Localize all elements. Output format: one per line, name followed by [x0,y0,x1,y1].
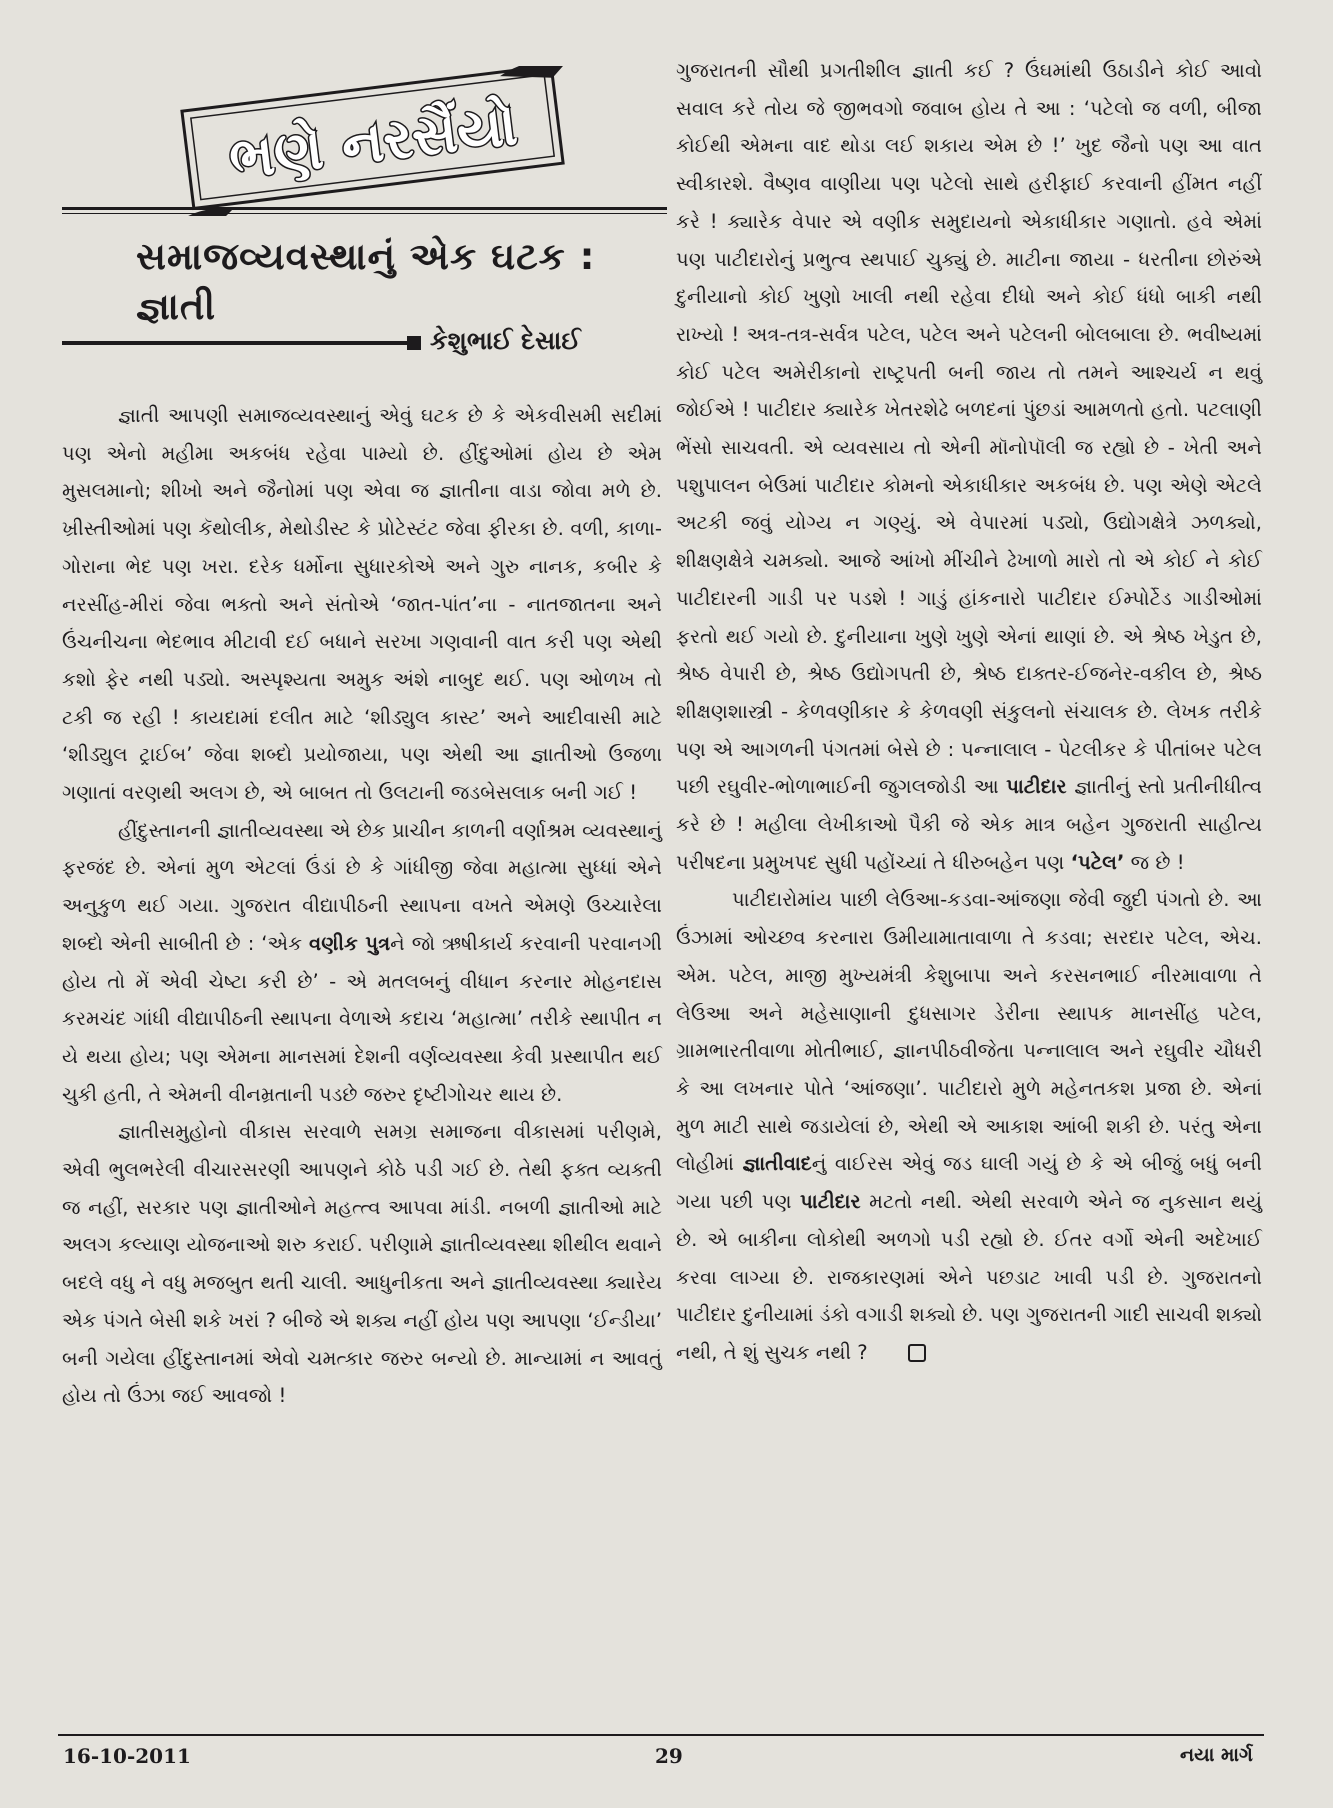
end-of-article-icon [908,1344,926,1362]
paragraph-2-bold: વણીક પુત્ર [309,931,391,955]
paragraph-5-text-cont: નું વાઈરસ એવું જડ ઘાલી ગયું છે કે એ બીજું બધું બની ગયા પછી પણ [676,1152,1262,1214]
paragraph-2 [62,812,662,1114]
article-body-right-column [676,52,1262,1372]
paragraph-5-text: પાટીદારોમાંય પાછી લેઉઆ-કડવા-આંજણા જેવી જુદી પંગતો છે. આ ઉંઝામાં ઓચ્છવ કરનારા ઉમીયામાતાવાળા તે કડવા; સરદાર પટેલ, એચ. એમ. પટેલ, માજી મુખ્યમંત્રી કેશુબાપા અને કરસનભાઈ નીરમાવાળા તે લેઉઆ અને મહેસાણાની દુધસાગર ડેરીના સ્થાપક માનસીંહ પટેલ, ગ્રામભારતીવાળા મોતીભાઈ, જ્ઞાનપીઠવીજેતા પન્નાલાલ અને રઘુવીર ચૌધરી કે આ લખનાર પોતે ‘આંજણા’. પાટીદારો મુળે મહેનતકશ પ્રજા છે. એનાં મુળ માટી સાથે જડાયેલાં છે, એથી એ આકાશ આંબી શકી છે. પરંતુ એના લોહીમાં [676,888,1262,1176]
header-rule-thin [62,213,667,214]
paragraph-5-text-end: મટતો નથી. એથી સરવાળે એને જ નુકસાન થયું છે. એ બાકીના લોકોથી અળગો પડી રહ્યો છે. ઈતર વર્ગો એની અદેખાઈ કરવા લાગ્યા છે. રાજકારણમાં એને પછડાટ ખાવી પડી છે. ગુજરાતનો પાટીદાર દુનીયામાં ડંકો વગાડી શક્યો છે. પણ ગુજરાતની ગાદી સાચવી શક્યો નથી, તે શું સુચક નથી ? [676,1190,1262,1364]
paragraph-4-bold-patel: ‘પટેલ’ [1070,850,1125,874]
footer-rule [58,1734,1264,1736]
column-title: ભણે નરસૈંયો [225,91,521,193]
paragraph-3: જ્ઞાતીસમુહોનો વીકાસ સરવાળે સમગ્ર સમાજના વીકાસમાં પરીણમે, એવી ભુલભરેલી વીચારસરણી આપણને કોઠે પડી ગઈ છે. તેથી ફક્ત વ્યક્તી જ નહીં, સરકાર પણ જ્ઞાતીઓને મહત્ત્વ આપવા માંડી. નબળી જ્ઞાતીઓ માટે અલગ કલ્યાણ યોજનાઓ શરુ કરાઈ. પરીણામે જ્ઞાતીવ્યવસ્થા શીથીલ થવાને બદલે વધુ ને વધુ મજબુત થતી ચાલી. આધુનીકતા અને જ્ઞાતીવ્યવસ્થા ક્યારેય એક પંગતે બેસી શકે ખરાં ? બીજે એ શક્ય નહીં હોય પણ આપણા ‘ઈન્ડીયા’ બની ગયેલા હીંદુસ્તાનમાં એવો ચમત્કાર જરુર બન્યો છે. માન્યામાં ન આવતું હોય તો ઉંઝા જઈ આવજો ! [62,1120,662,1408]
byline-rule [62,341,407,345]
paragraph-1: જ્ઞાતી આપણી સમાજવ્યવસ્થાનું એવું ઘટક છે કે એકવીસમી સદીમાં પણ એનો મહીમા અકબંધ રહેવા પામ્યો છે. હીંદુઓમાં હોય છે એમ મુસલમાનો; શીખો અને જૈનોમાં પણ એવા જ જ્ઞાતીના વાડા જોવા મળે છે. ખ્રીસ્તીઓમાં પણ કૅથોલીક, મેથોડીસ્ટ કે પ્રોટેસ્ટંટ જેવા ફીરકા છે. વળી, કાળા-ગોરાના ભેદ પણ ખરા. દરેક ધર્મોના સુધારકોએ અને ગુરુ નાનક, કબીર કે નરસીંહ-મીરાં જેવા ભક્તો અને સંતોએ ‘જાત-પાંત’ના - નાતજાતના અને ઉંચનીચના ભેદભાવ મીટાવી દઈ બધાને સરખા ગણવાની વાત કરી પણ એથી કશો ફેર નથી પડ્યો. અસ્પૃશ્યતા અમુક અંશે નાબુદ થઈ. પણ ઓળખ તો ટકી જ રહી ! કાયદામાં દલીત માટે ‘શીડ્યુલ કાસ્ટ’ અને આદીવાસી માટે ‘શીડ્યુલ ટ્રાઈબ’ જેવા શબ્દો પ્રયોજાયા, પણ એથી આ જ્ઞાતીઓ ઉજળા ગણાતાં વરણથી અલગ છે, એ બાબત તો ઉલટાની જડબેસલાક બની ગઈ ! [62,404,662,805]
paragraph-5-bold: જ્ઞાતીવાદ [742,1152,812,1176]
page-number: 29 [655,1744,683,1768]
paragraph-2-text-cont: ને જો ઋષીકાર્ય કરવાની પરવાનગી હોય તો મેં એવી ચેષ્ટા કરી છે’ - એ મતલબનું વીધાન કરનાર મોહનદાસ કરમચંદ ગાંધી વીદ્યાપીઠની સ્થાપના વેળાએ કદાચ ‘મહાત્મા’ તરીકે સ્થાપીત ન યે થયા હોય; પણ એમના માનસમાં દેશની વર્ણવ્યવસ્થા કેવી પ્રસ્થાપીત થઈ ચુકી હતી, તે એમની વીનમ્રતાની પડછે જરુર દૃષ્ટીગોચર થાય છે. [62,931,662,1106]
paragraph-4-text-end: જ છે ! [1124,850,1185,874]
paragraph-4 [676,52,1262,881]
paragraph-4-bold: પાટીદાર [1006,775,1067,799]
paragraph-4-text-cont: જ્ઞાતીનું સ્તો પ્રતીનીધીત્વ કરે છે ! મહીલા લેખીકાઓ પૈકી જે એક માત્ર બહેન ગુજરાતી સાહીત્ય પરીષદના પ્રમુખપદ સુધી પહોંચ્યાં તે ધીરુબહેન પણ [676,775,1262,874]
magazine-name: નયા માર્ગ [1180,1744,1253,1766]
paragraph-4-text: ગુજરાતની સૌથી પ્રગતીશીલ જ્ઞાતી કઈ ? ઉંઘમાંથી ઉઠાડીને કોઈ આવો સવાલ કરે તોય જે જીભવગો જવાબ હોય તે આ : ‘પટેલો જ વળી, બીજા કોઈથી એમના વાદ થોડા લઈ શકાય એમ છે !’ ખુદ જૈનો પણ આ વાત સ્વીકારશે. વૈષ્ણવ વાણીયા પણ પટેલો સાથે હરીફાઈ કરવાની હીંમત નહીં કરે ! ક્યારેક વેપાર એ વણીક સમુદાયનો એકાધીકાર ગણાતો. હવે એમાં પણ પાટીદારોનું પ્રભુત્વ સ્થપાઈ ચુક્યું છે. માટીના જાયા - ધરતીના છોરુંએ દુનીયાનો કોઈ ખુણો ખાલી નથી રહેવા દીધો અને કોઈ ધંધો બાકી નથી રાખ્યો ! અત્ર-તત્ર-સર્વત્ર પટેલ, પટેલ અને પટેલની બોલબાલા છે. ભવીષ્યમાં કોઈ પટેલ અમેરીકાનો રાષ્ટ્રપતી બની જાય તો તમને આશ્ચર્ય ન થવું જોઈએ ! પાટીદાર ક્યારેક ખેતરશેઢે બળદનાં પુંછડાં આમળતો હતો. પટલાણી ભેંસો સાચવતી. એ વ્યવસાય તો એની મૉનોપૉલી જ રહ્યો છે - ખેતી અને પશુપાલન બેઉમાં પાટીદાર કોમનો એકાધીકાર અકબંધ છે. પણ એણે એટલે અટકી જવું યોગ્ય ન ગણ્યું. એ વેપારમાં પડ્યો, ઉદ્યોગક્ષેત્રે ઝળક્યો, શીક્ષણક્ષેત્રે ચમક્યો. આજે આંખો મીંચીને ઢેખાળો મારો તો એ કોઈ ને કોઈ પાટીદારની ગાડી પર પડશે ! ગાડું હાંકનારો પાટીદાર ઈમ્પોર્ટેડ ગાડીઓમાં ફરતો થઈ ગયો છે. દુનીયાના ખુણે ખુણે એનાં થાણાં છે. એ શ્રેષ્ઠ ખેડુત છે, શ્રેષ્ઠ વેપારી છે, શ્રેષ્ઠ ઉદ્યોગપતી છે, શ્રેષ્ઠ દાક્તર-ઈજનેર-વકીલ છે, શ્રેષ્ઠ શીક્ષણશાસ્ત્રી - કેળવણીકાર કે કેળવણી સંકુલનો સંચાલક છે. લેખક તરીકે પણ એ આગળની પંગતમાં બેસે છે : પન્નાલાલ - પેટલીકર કે પીતાંબર પટેલ પછી રઘુવીર-ભોળાભાઈની જુગલજોડી આ [676,59,1262,799]
article-header [62,50,662,380]
paragraph-5 [676,881,1262,1371]
paragraph-5-bold-patidar: પાટીદાર [800,1190,861,1214]
byline-square-bullet [407,336,421,350]
column-logo [167,66,582,216]
article-headline: સમાજવ્યવસ્થાનું એક ઘટક : જ્ઞાતી [136,235,596,328]
article-body-left-column [62,397,662,1415]
footer-date: 16-10-2011 [63,1744,191,1768]
paragraph-2-text: હીંદુસ્તાનની જ્ઞાતીવ્યવસ્થા એ છેક પ્રાચીન કાળની વર્ણાશ્રમ વ્યવસ્થાનું ફરજંદ છે. એનાં મુળ એટલાં ઉંડાં છે કે ગાંધીજી જેવા મહાત્મા સુધ્ધાં એને અનુકુળ થઈ ગયા. ગુજરાત વીદ્યાપીઠની સ્થાપના વખતે એમણે ઉચ્ચારેલા શબ્દો એની સાબીતી છે : ‘એક [62,818,662,955]
author-byline: કેશુભાઈ દેસાઈ [430,326,581,355]
header-rule-thick [62,207,667,210]
